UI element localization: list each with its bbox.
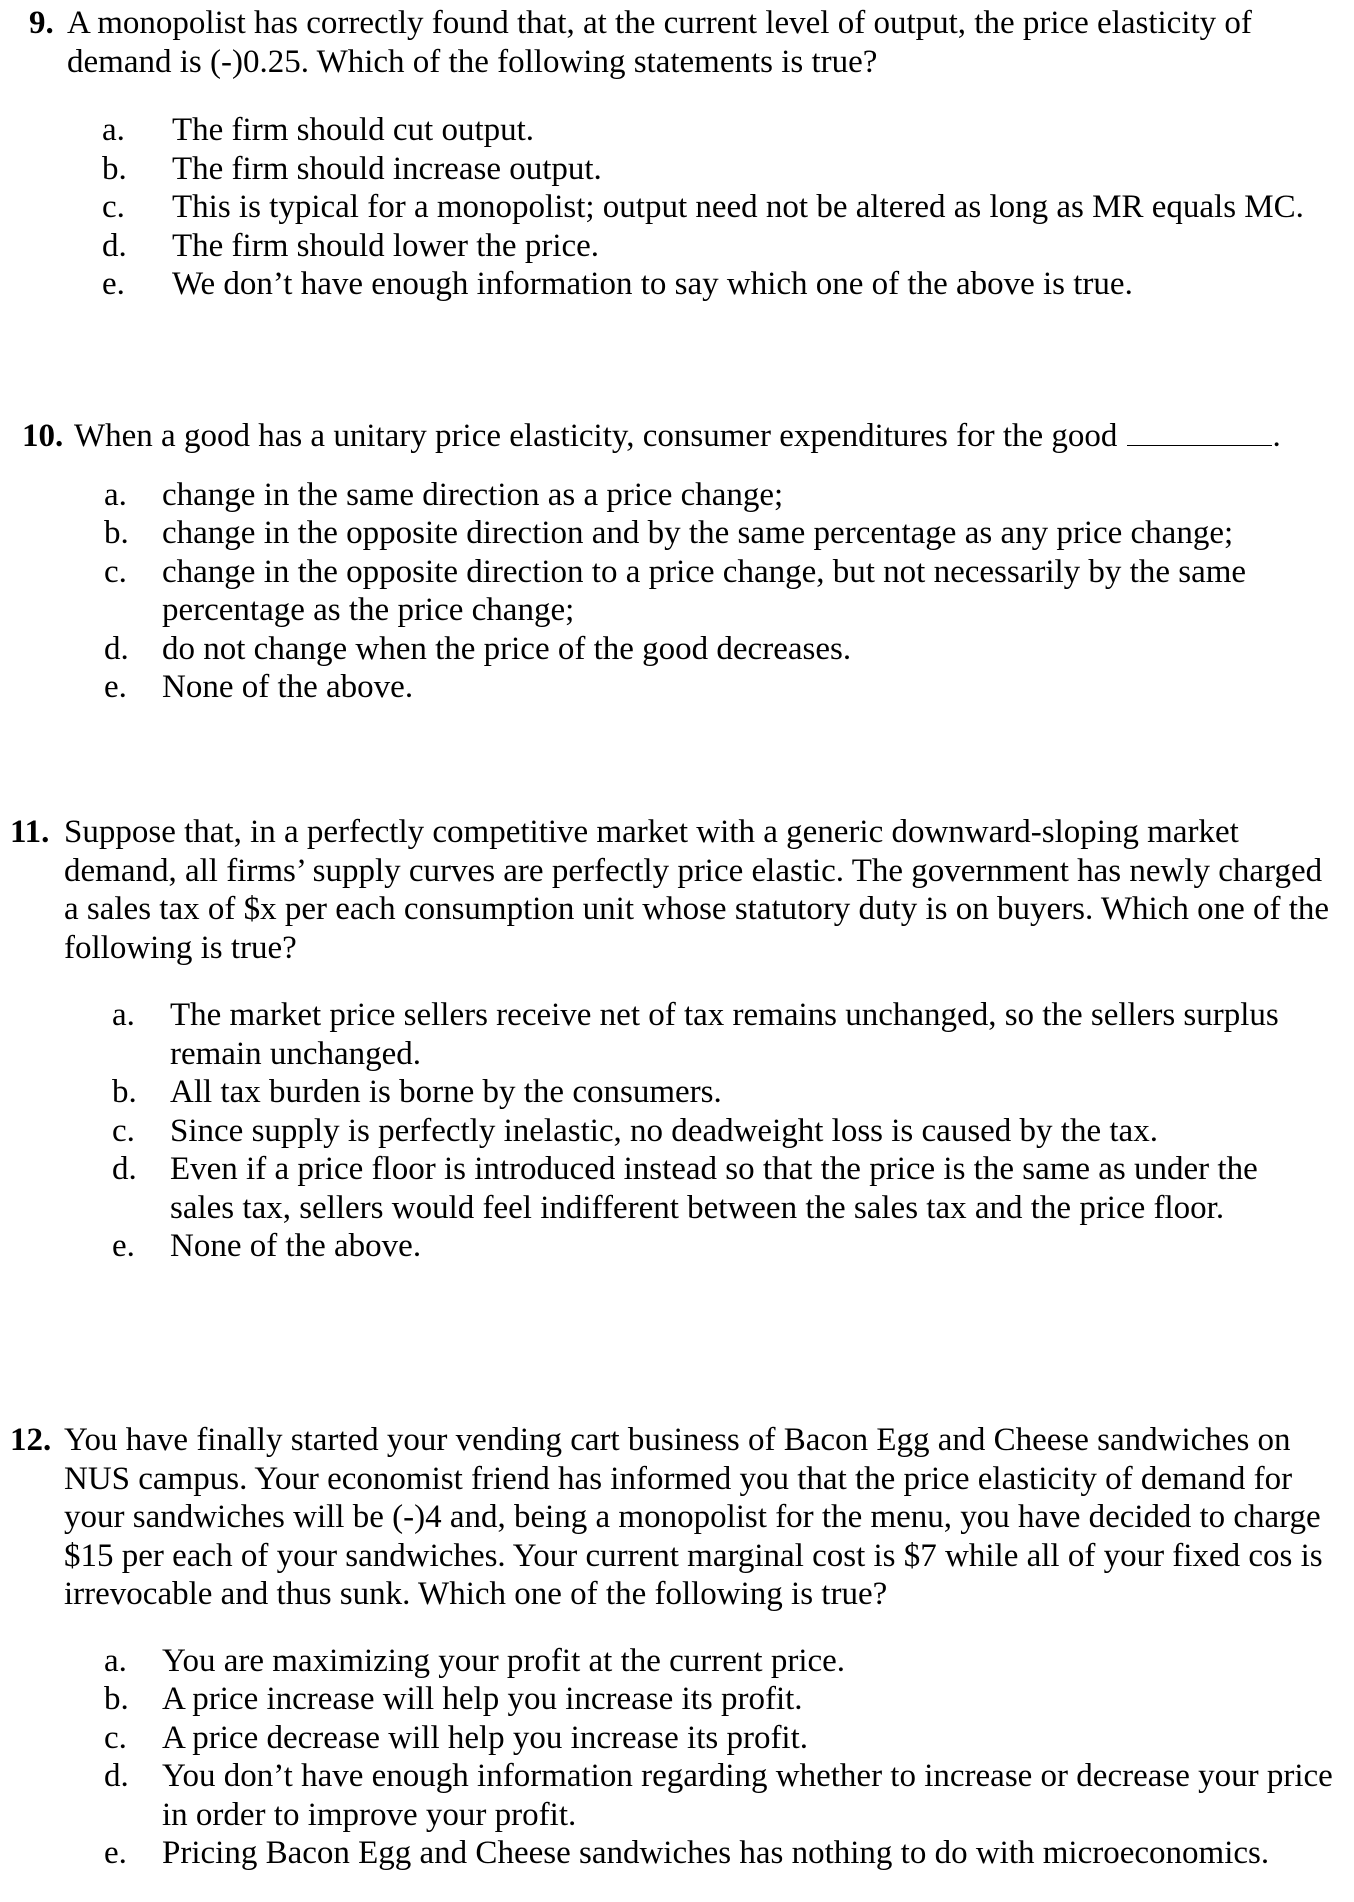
option-b — [0, 150, 1354, 189]
option-b — [0, 1073, 1354, 1112]
option-text: A price decrease will help you increase its profit. — [162, 1719, 809, 1756]
option-letter: b. — [104, 1681, 129, 1717]
option-text: You don’t have enough information regarding whether to increase or decrease your price in order to improve your profit. — [162, 1758, 1333, 1833]
option-letter: a. — [104, 1642, 127, 1679]
option-text: change in the opposite direction and by the same percentage as any price change; — [162, 515, 1234, 551]
option-letter: b. — [102, 150, 127, 187]
question-number: 11. — [10, 814, 50, 850]
option-text: Pricing Bacon Egg and Cheese sandwiches has nothing to do with microeconomics. — [162, 1835, 1270, 1871]
answer-options — [0, 1642, 1354, 1873]
option-text: None of the above. — [170, 1228, 422, 1264]
option-a — [0, 996, 1354, 1073]
question-text: You have finally started your vending cart business of Bacon Egg and Cheese sandwiches on NUS campus. Your economist friend has informed you that the price elasticity of demand for your sandwiches will be (-)4 and, being a monopolist for the menu, you have decided to charge $15 per each of your sandwiches. Your current marginal cost is $7 while all of your fixed cos is irrevocable and thus sunk. Which one of the following is true? — [64, 1422, 1323, 1612]
option-e — [0, 265, 1354, 304]
question-text-wrapper — [74, 417, 1344, 456]
option-letter: c. — [104, 553, 127, 590]
option-text: This is typical for a monopolist; output need not be altered as long as MR equals MC. — [172, 189, 1304, 225]
answer-blank — [1127, 421, 1272, 446]
option-letter: e. — [112, 1228, 135, 1264]
option-letter: a. — [112, 997, 135, 1033]
option-d — [0, 1757, 1354, 1834]
question-12 — [0, 1421, 1354, 1873]
option-text: We don’t have enough information to say which one of the above is true. — [172, 266, 1133, 302]
option-letter: d. — [104, 630, 129, 667]
option-letter: c. — [112, 1112, 135, 1149]
option-e — [0, 668, 1354, 707]
option-letter: d. — [102, 227, 127, 264]
option-text: Since supply is perfectly inelastic, no deadweight loss is caused by the tax. — [170, 1112, 1158, 1149]
option-e — [0, 1227, 1354, 1266]
option-letter: d. — [112, 1151, 137, 1187]
option-text: You are maximizing your profit at the current price. — [162, 1642, 846, 1679]
option-letter: e. — [104, 669, 127, 705]
option-a — [0, 1642, 1354, 1681]
option-text: do not change when the price of the good decreases. — [162, 630, 852, 667]
answer-options — [0, 996, 1354, 1266]
option-text: The market price sellers receive net of tax remains unchanged, so the sellers surplus remain unchanged. — [170, 997, 1279, 1072]
question-11 — [0, 813, 1354, 1266]
option-c — [0, 188, 1354, 227]
option-text: The firm should increase output. — [172, 150, 602, 187]
option-text: change in the same direction as a price change; — [162, 476, 784, 513]
option-b — [0, 514, 1354, 553]
option-c — [0, 553, 1354, 630]
question-9 — [0, 4, 1354, 304]
question-text: A monopolist has correctly found that, at the current level of output, the price elasticity of demand is (-)0.25. Which of the following statements is true? — [67, 5, 1252, 80]
option-text: change in the opposite direction to a price change, but not necessarily by the same percentage as the price change; — [162, 553, 1247, 628]
option-e — [0, 1834, 1354, 1873]
answer-options — [0, 111, 1354, 304]
option-letter: e. — [104, 1835, 127, 1871]
question-text-end: . — [1272, 418, 1281, 454]
option-text: The firm should cut output. — [172, 112, 535, 148]
option-b — [0, 1680, 1354, 1719]
question-text: When a good has a unitary price elasticity, consumer expenditures for the good — [74, 418, 1118, 454]
question-text: Suppose that, in a perfectly competitive market with a generic downward-sloping market demand, all firms’ supply curves are perfectly price elastic. The government has newly charged a sales tax of $x per each consumption unit whose statutory duty is on buyers. Which one of the following is true? — [64, 814, 1330, 966]
question-stem — [0, 417, 1354, 456]
question-number: 12. — [10, 1422, 52, 1458]
question-stem — [0, 1421, 1354, 1614]
option-letter: a. — [104, 476, 127, 513]
option-d — [0, 1150, 1354, 1227]
option-letter: e. — [102, 266, 125, 302]
option-letter: c. — [102, 189, 125, 225]
answer-options — [0, 476, 1354, 707]
option-letter: b. — [104, 515, 129, 551]
option-d — [0, 227, 1354, 266]
option-letter: b. — [112, 1074, 137, 1110]
option-text: Even if a price floor is introduced instead so that the price is the same as under the sales tax, sellers would feel indifferent between the sales tax and the price floor. — [170, 1151, 1258, 1226]
question-stem — [0, 4, 1354, 81]
question-10 — [0, 417, 1354, 707]
option-c — [0, 1719, 1354, 1758]
option-text: A price increase will help you increase its profit. — [162, 1681, 803, 1717]
option-a — [0, 476, 1354, 515]
option-text: All tax burden is borne by the consumers. — [170, 1074, 722, 1110]
option-c — [0, 1112, 1354, 1151]
question-number: 10. — [22, 418, 64, 454]
option-letter: a. — [102, 112, 125, 148]
option-a — [0, 111, 1354, 150]
option-letter: d. — [104, 1758, 129, 1794]
option-text: The firm should lower the price. — [172, 227, 600, 264]
question-number: 9. — [29, 5, 54, 41]
option-letter: c. — [104, 1719, 127, 1756]
option-text: None of the above. — [162, 669, 414, 705]
option-d — [0, 630, 1354, 669]
question-stem — [0, 813, 1354, 967]
